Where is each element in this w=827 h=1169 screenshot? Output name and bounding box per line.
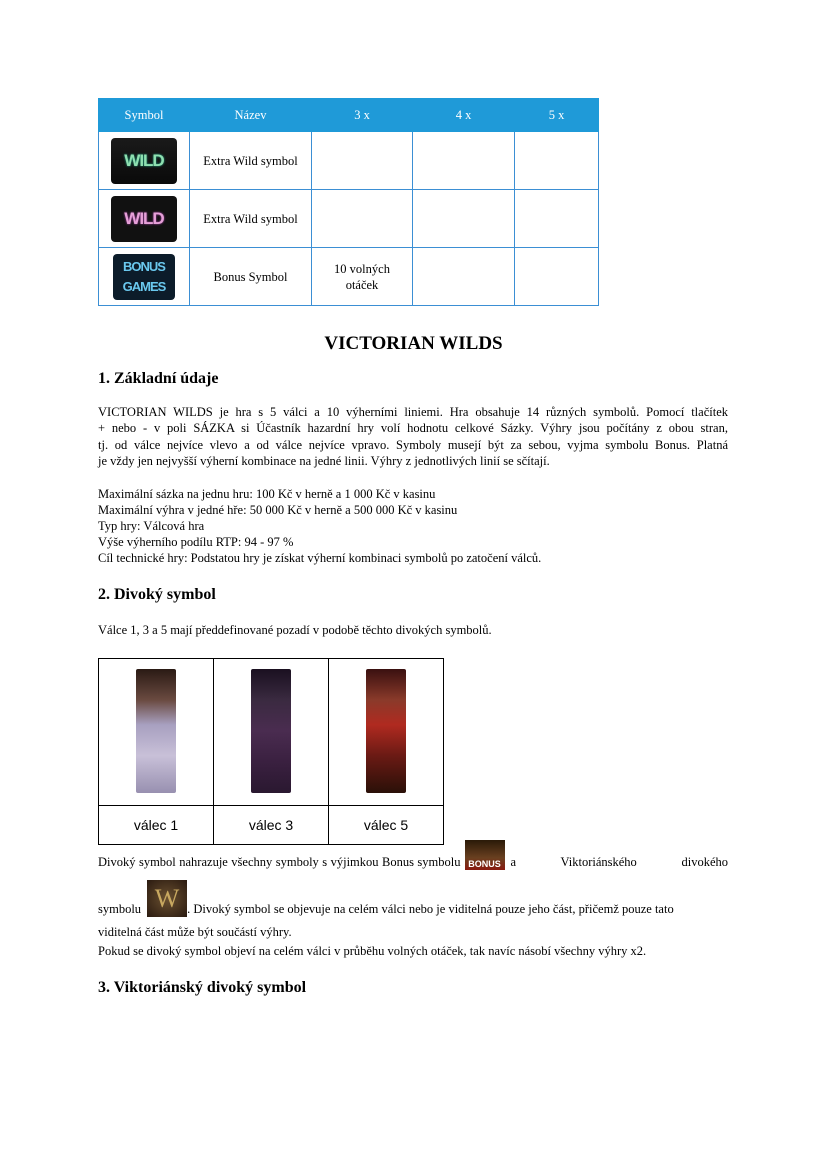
wild-description-line-2	[98, 880, 728, 917]
payout-5x	[515, 190, 599, 248]
paragraph-line: Pokud se divoký symbol objeví na celém válci v průběhu volných otáček, tak navíc násobí všechny výhry x2.	[98, 944, 647, 958]
symbol-name: Extra Wild symbol	[190, 132, 312, 190]
reel-5-wild-image	[366, 669, 406, 793]
text-segment: . Divoký symbol se objevuje na celém válci nebo je viditelná pouze jeho část, přičemž pouze tato	[187, 902, 674, 916]
payout-4x	[413, 132, 515, 190]
fact-line: Výše výherního podílu RTP: 94 - 97 %	[98, 535, 294, 549]
symbol-name: Bonus Symbol	[190, 248, 312, 306]
section-1-heading: 1. Základní údaje	[98, 370, 219, 387]
section-2-heading: 2. Divoký symbol	[98, 586, 216, 603]
payout-3x	[312, 190, 413, 248]
wild-reels-table	[98, 658, 444, 845]
fact-line: Maximální výhra v jedné hře: 50 000 Kč v herně a 500 000 Kč v kasinu	[98, 503, 458, 517]
fact-line: Typ hry: Válcová hra	[98, 519, 205, 533]
text-segment: symbolu	[98, 902, 142, 916]
payout-3x	[312, 132, 413, 190]
reel-label: válec 5	[329, 806, 444, 845]
paragraph-line: VICTORIAN WILDS je hra s 5 válci a 10 výherními liniemi. Hra obsahuje 14 různých symbolů. Pomocí tlačítek	[98, 405, 728, 419]
paragraph-line: tj. od válce nejvíce vlevo a od válce nejvíce vpravo. Symboly musejí být za sebou, vyjma symbolu Bonus. Platná	[98, 438, 728, 452]
section-3-heading: 3. Viktoriánský divoký symbol	[98, 979, 307, 996]
bonus-icon-label: BONUS	[468, 859, 501, 869]
extra-wild-green-diamond-icon: WILD	[111, 138, 177, 184]
table-row	[99, 132, 599, 190]
fact-line: Cíl technické hry: Podstatou hry je získat výherní kombinaci symbolů po zatočení válců.	[98, 551, 542, 565]
table-row	[99, 190, 599, 248]
payout-5x	[515, 248, 599, 306]
header-3x: 3 x	[312, 99, 413, 132]
header-name: Název	[190, 99, 312, 132]
reel-label: válec 1	[99, 806, 214, 845]
text-segment: Divoký symbol nahrazuje všechny symboly s výjimkou Bonus symbolu	[98, 855, 461, 869]
section-2-intro: Válce 1, 3 a 5 mají předdefinované pozadí v podobě těchto divokých symbolů.	[98, 623, 492, 637]
table-row	[99, 248, 599, 306]
symbol-name: Extra Wild symbol	[190, 190, 312, 248]
fact-line: Maximální sázka na jednu hru: 100 Kč v herně a 1 000 Kč v kasinu	[98, 487, 436, 501]
paragraph-line: je vždy jen nejvyšší výherní kombinace na jedné linii. Výhry z jednotlivých linií se sčítají.	[98, 454, 550, 468]
header-4x: 4 x	[413, 99, 515, 132]
bonus-symbol-icon	[465, 840, 505, 870]
symbol-paytable	[98, 98, 599, 306]
payout-4x	[413, 248, 515, 306]
payout-4x	[413, 190, 515, 248]
payout-3x: 10 volných otáček	[312, 248, 413, 306]
table-header-row	[99, 99, 599, 132]
reel-label: válec 3	[214, 806, 329, 845]
bonus-games-icon: BONUS GAMES	[113, 254, 175, 300]
paragraph-line: + nebo - v poli SÁZKA si Účastník hazardní hry volí hodnotu celkové Sázky. Výhry jsou počítány z obou stran,	[98, 421, 728, 435]
reel-1-wild-image	[136, 669, 176, 793]
header-symbol: Symbol	[99, 99, 190, 132]
payout-5x	[515, 132, 599, 190]
extra-wild-pink-diamond-icon: WILD	[111, 196, 177, 242]
reel-3-wild-image	[251, 669, 291, 793]
text-segment: a Viktoriánského divokého	[510, 855, 728, 869]
paragraph-line: viditelná část může být součástí výhry.	[98, 925, 292, 939]
wild-description-line-1	[98, 840, 728, 870]
victorian-wild-w-icon: W	[147, 880, 187, 917]
header-5x: 5 x	[515, 99, 599, 132]
page-title: VICTORIAN WILDS	[324, 333, 503, 354]
